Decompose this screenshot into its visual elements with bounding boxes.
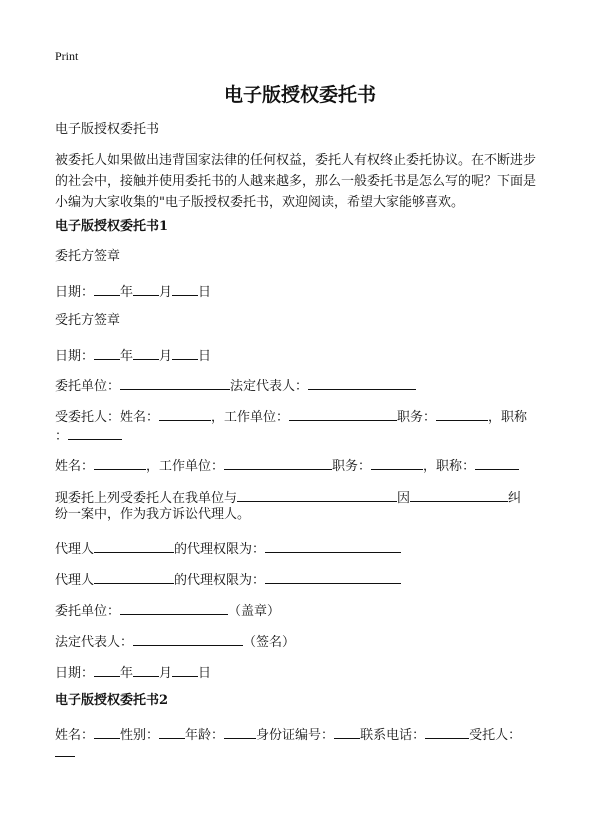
statement-line-2: 纷一案中，作为我方诉讼代理人。 <box>55 507 251 522</box>
month-blank[interactable] <box>133 281 159 296</box>
colon: ： <box>55 429 69 444</box>
phone-label: 联系电话： <box>360 728 426 743</box>
name-line <box>55 455 519 476</box>
position-blank[interactable] <box>436 406 488 421</box>
agent-blank[interactable] <box>94 569 174 584</box>
age-label: 年龄： <box>185 728 225 743</box>
year-blank[interactable] <box>94 662 120 677</box>
gender-blank[interactable] <box>159 724 185 739</box>
trustee-name-blank[interactable] <box>159 406 211 421</box>
trustee-line-cont <box>55 425 122 446</box>
position-label: 职务： <box>332 459 372 474</box>
day-blank[interactable] <box>172 281 198 296</box>
work-unit-blank[interactable] <box>289 406 397 421</box>
sign-note: （签名） <box>243 635 296 650</box>
unit-label: 委托单位： <box>55 379 121 394</box>
date-line-2 <box>55 345 211 366</box>
trustee-line <box>55 406 527 427</box>
age-blank[interactable] <box>224 724 256 739</box>
year-label: 年 <box>120 666 134 681</box>
work-unit-label: ，工作单位： <box>146 459 225 474</box>
statement-line <box>55 487 521 508</box>
unit-label: 委托单位： <box>55 604 121 619</box>
stamp-note: （盖章） <box>228 604 281 619</box>
agent-line-2 <box>55 569 401 590</box>
date-line-3 <box>55 662 211 683</box>
section1-heading: 电子版授权委托书1 <box>55 219 169 234</box>
legal-sign-line <box>55 631 295 652</box>
gender-label: 性别： <box>120 728 160 743</box>
legal-rep-blank[interactable] <box>308 375 416 390</box>
agent-scope-label: 的代理权限为： <box>174 573 266 588</box>
work-unit-blank[interactable] <box>224 455 332 470</box>
date-label: 日期： <box>55 349 95 364</box>
stamp-line <box>55 600 280 621</box>
agent-label: 代理人 <box>55 542 95 557</box>
phone-blank[interactable] <box>425 724 469 739</box>
month-blank[interactable] <box>133 345 159 360</box>
date-label: 日期： <box>55 285 95 300</box>
statement-mid: 因 <box>397 491 411 506</box>
agent-scope-blank[interactable] <box>265 538 401 553</box>
statement-end: 纠 <box>508 491 522 506</box>
title-blank[interactable] <box>475 455 519 470</box>
print-link[interactable]: Print <box>55 49 79 63</box>
trustee-label: 受托人： <box>469 728 522 743</box>
trustee-blank[interactable] <box>55 742 75 757</box>
position-blank[interactable] <box>371 455 423 470</box>
month-label: 月 <box>159 285 173 300</box>
document-title: 电子版授权委托书 <box>223 84 376 106</box>
name-label: 姓名： <box>55 728 95 743</box>
day-blank[interactable] <box>172 345 198 360</box>
title-blank[interactable] <box>68 425 122 440</box>
trustee-name-label: 受委托人：姓名： <box>55 410 160 425</box>
agent-scope-label: 的代理权限为： <box>174 542 266 557</box>
opponent-blank[interactable] <box>237 487 397 502</box>
position-label: 职务： <box>397 410 437 425</box>
section2-info-line <box>55 724 521 745</box>
day-label: 日 <box>198 349 212 364</box>
agent-sign-label: 受托方签章 <box>55 313 121 328</box>
statement-prefix: 现委托上列受委托人在我单位与 <box>55 491 238 506</box>
legal-rep-label: 法定代表人： <box>55 635 134 650</box>
date-line-1 <box>55 281 211 302</box>
unit-blank[interactable] <box>120 600 228 615</box>
id-blank[interactable] <box>334 724 360 739</box>
agent-line-1 <box>55 538 401 559</box>
id-label: 身份证编号： <box>256 728 335 743</box>
day-blank[interactable] <box>172 662 198 677</box>
name-label: 姓名： <box>55 459 95 474</box>
month-label: 月 <box>159 349 173 364</box>
year-blank[interactable] <box>94 281 120 296</box>
cause-blank[interactable] <box>410 487 508 502</box>
section2-heading: 电子版授权委托书2 <box>55 693 169 708</box>
work-unit-label: ，工作单位： <box>211 410 290 425</box>
agent-scope-blank[interactable] <box>265 569 401 584</box>
document-subtitle: 电子版授权委托书 <box>55 122 160 137</box>
agent-label: 代理人 <box>55 573 95 588</box>
intro-paragraph: 被委托人如果做出违背国家法律的任何权益，委托人有权终止委托协议。在不断进步的社会中，接触并使用委托书的人越来越多，那么一般委托书是怎么写的呢？下面是小编为大家收集的"电子版授权委托书，欢迎阅读，希望大家能够喜欢。 <box>55 153 537 210</box>
name-blank[interactable] <box>94 724 120 739</box>
year-label: 年 <box>120 349 134 364</box>
legal-rep-blank[interactable] <box>133 631 243 646</box>
section2-info-line-cont <box>55 742 75 763</box>
unit-blank[interactable] <box>120 375 230 390</box>
month-blank[interactable] <box>133 662 159 677</box>
year-blank[interactable] <box>94 345 120 360</box>
year-label: 年 <box>120 285 134 300</box>
date-label: 日期： <box>55 666 95 681</box>
principal-sign-label: 委托方签章 <box>55 249 121 264</box>
day-label: 日 <box>198 285 212 300</box>
legal-rep-label: 法定代表人： <box>230 379 309 394</box>
title-label: ，职称 <box>488 410 528 425</box>
agent-blank[interactable] <box>94 538 174 553</box>
colon: ： <box>462 459 476 474</box>
title-label: ，职称 <box>423 459 463 474</box>
unit-legal-line <box>55 375 416 396</box>
name-blank[interactable] <box>94 455 146 470</box>
day-label: 日 <box>198 666 212 681</box>
month-label: 月 <box>159 666 173 681</box>
